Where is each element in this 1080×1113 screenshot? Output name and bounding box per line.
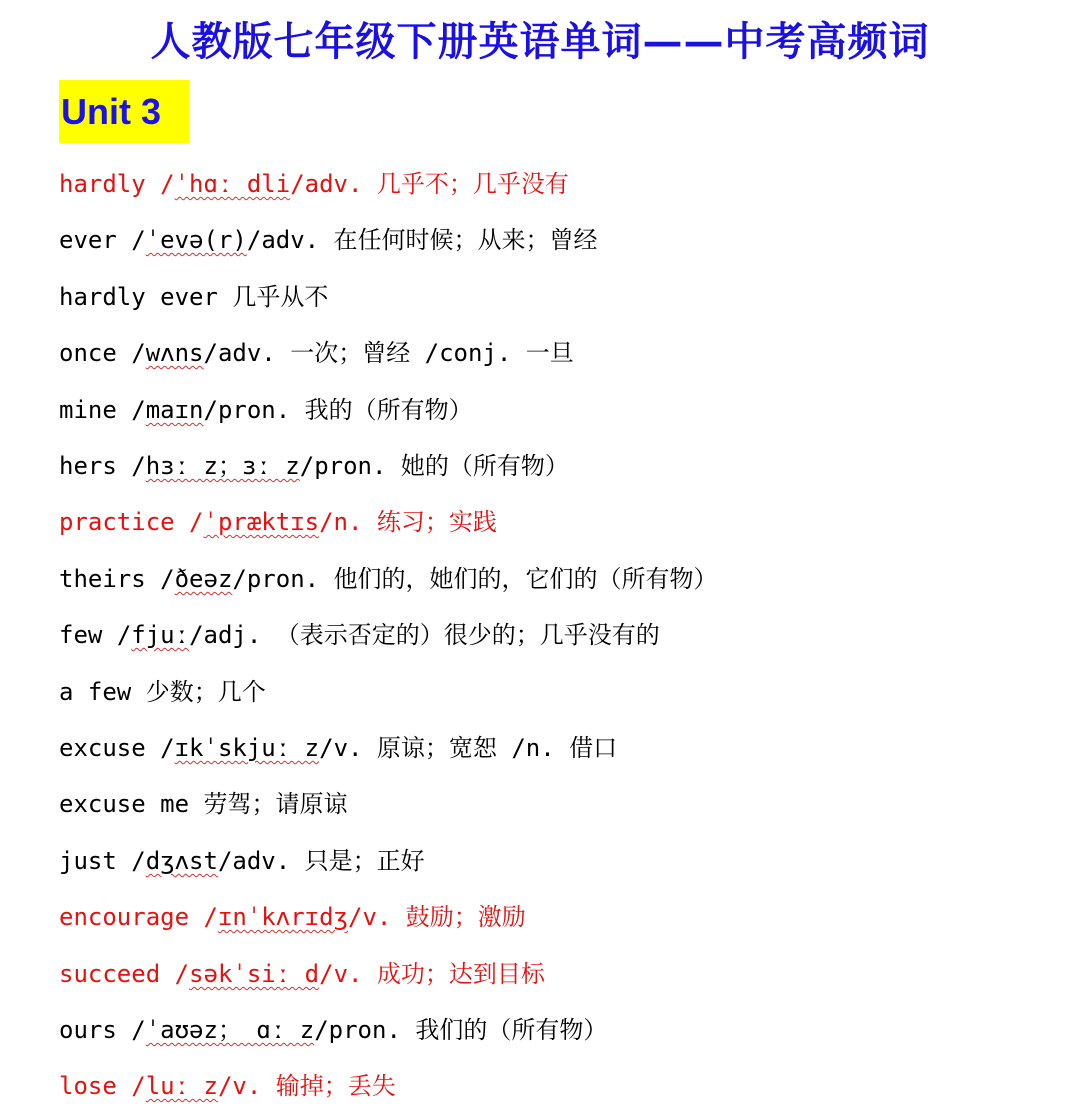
entry-word: hers (59, 452, 117, 480)
entry-definition: 几乎从不 (232, 283, 329, 311)
vocab-entry: just /dʒʌst/adv. 只是；正好 (59, 847, 425, 875)
entry-phonetic: ˈaʊəz； ɑː z (145, 1016, 315, 1044)
entry-word: mine (59, 396, 117, 424)
entry-word: succeed (59, 960, 161, 988)
entry-phonetic: fjuː (131, 621, 190, 649)
entry-word: hardly ever (59, 283, 218, 311)
entry-phonetic: ˈevə(r) (145, 226, 247, 254)
entry-word: excuse (59, 734, 146, 762)
vocab-entry: ours /ˈaʊəz； ɑː z/pron. 我们的（所有物） (59, 1016, 608, 1044)
vocab-entry: hers /hɜː z；ɜː z/pron. 她的（所有物） (59, 452, 569, 480)
entry-word: lose (59, 1072, 117, 1100)
entry-word: theirs (59, 565, 146, 593)
entry-phonetic: ðeəz (174, 565, 233, 593)
vocab-entry (59, 786, 348, 822)
entry-word: once (59, 339, 117, 367)
entry-definition: pron. 我的（所有物） (217, 396, 473, 424)
entry-definition: v. 成功；达到目标 (333, 960, 545, 988)
entry-definition: pron. 他们的，她们的，它们的（所有物） (246, 565, 718, 593)
entry-definition: 劳驾；请原谅 (203, 790, 348, 818)
entry-definition: v. 鼓励；激励 (362, 903, 526, 931)
unit-heading: Unit 3 (59, 80, 190, 143)
vocab-entry: succeed /səkˈsiː d/v. 成功；达到目标 (59, 960, 545, 988)
entry-definition: adv. 几乎不；几乎没有 (304, 170, 569, 198)
entry-definition: n. 练习；实践 (333, 508, 497, 536)
entry-definition: adv. 只是；正好 (232, 847, 425, 875)
entry-word: encourage (59, 903, 190, 931)
entry-definition: v. 输掉；丢失 (232, 1072, 396, 1100)
vocab-entry: hardly /ˈhɑː dli/adv. 几乎不；几乎没有 (59, 170, 569, 198)
vocab-entry: lose /luː z/v. 输掉；丢失 (59, 1072, 396, 1100)
vocab-entry: ever /ˈevə(r)/adv. 在任何时候；从来；曾经 (59, 226, 598, 254)
vocab-entry: excuse /ɪkˈskjuː z/v. 原谅；宽恕 /n. 借口 (59, 734, 618, 762)
vocab-entry: few /fjuː/adj. （表示否定的）很少的；几乎没有的 (59, 621, 660, 649)
entry-word: just (59, 847, 117, 875)
entry-phonetic: səkˈsiː d (189, 960, 320, 988)
vocab-entry: practice /ˈpræktɪs/n. 练习；实践 (59, 508, 497, 536)
entry-word: few (59, 621, 103, 649)
entry-phonetic: ˈhɑː dli (174, 170, 291, 198)
entry-word: excuse me (59, 790, 190, 818)
entry-definition: v. 原谅；宽恕 /n. 借口 (333, 734, 618, 762)
entry-word: practice (59, 508, 175, 536)
vocab-entry: mine /maɪn/pron. 我的（所有物） (59, 396, 473, 424)
entry-phonetic: ɪkˈskjuː z (174, 734, 320, 762)
vocab-entry (59, 279, 328, 315)
entry-phonetic: dʒʌst (145, 847, 218, 875)
entry-word: a few (59, 678, 132, 706)
entry-phonetic: ɪnˈkʌrɪdʒ (217, 903, 348, 931)
vocab-entry: once /wʌns/adv. 一次；曾经 /conj. 一旦 (59, 339, 574, 367)
entry-phonetic: luː z (145, 1072, 218, 1100)
entry-word: hardly (59, 170, 146, 198)
entry-phonetic: maɪn (145, 396, 204, 424)
entry-phonetic: ˈpræktɪs (203, 508, 320, 536)
entry-definition: pron. 我们的（所有物） (328, 1016, 608, 1044)
entry-definition: adj. （表示否定的）很少的；几乎没有的 (203, 621, 660, 649)
entry-definition: 少数；几个 (145, 678, 266, 706)
entry-definition: pron. 她的（所有物） (314, 452, 569, 480)
vocab-entry (59, 674, 266, 710)
vocab-entry: theirs /ðeəz/pron. 他们的，她们的，它们的（所有物） (59, 565, 718, 593)
entry-definition: adv. 在任何时候；从来；曾经 (261, 226, 598, 254)
vocab-entry: encourage /ɪnˈkʌrɪdʒ/v. 鼓励；激励 (59, 903, 526, 931)
entry-definition: adv. 一次；曾经 /conj. 一旦 (217, 339, 574, 367)
entry-phonetic: hɜː z；ɜː z (145, 452, 300, 480)
entry-word: ever (59, 226, 117, 254)
entry-phonetic: wʌns (145, 339, 204, 367)
entry-word: ours (59, 1016, 117, 1044)
page-title: 人教版七年级下册英语单词——中考高频词 (150, 18, 930, 65)
